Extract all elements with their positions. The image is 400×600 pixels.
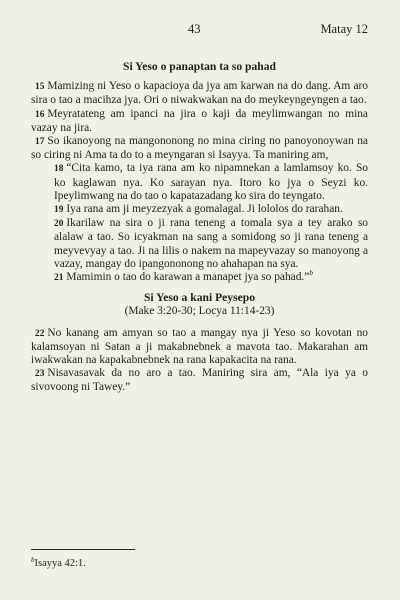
- section-heading: Si Yeso o panaptan ta so pahad: [123, 60, 276, 73]
- footnote-divider: [31, 549, 135, 550]
- cross-reference: (Make 3:20-30; Locya 11:14-23): [124, 305, 275, 318]
- verse-text: “Cita kamo, ta iya rana am ko nipamnekan a lamlamsoy ko. So ko kaglawan nya. Ko sarayan nya. Itoro ko jya o Seyzi ko. Ipeylimwang na do tao o kapatazadang ko sira do teyngato.: [54, 162, 368, 202]
- verse: [31, 80, 368, 107]
- footnote: [31, 556, 86, 569]
- verse: [31, 108, 368, 135]
- verse-number: 15: [35, 82, 45, 93]
- verse-number: 18: [54, 164, 64, 175]
- footnote-text: Isayya 42:1.: [34, 558, 86, 569]
- footnote-marker[interactable]: b: [309, 268, 314, 278]
- verse-number: 19: [54, 205, 64, 216]
- footnote-mark: b: [31, 556, 35, 564]
- quotation-block: [31, 162, 368, 285]
- verse-number: 20: [54, 219, 64, 230]
- verse-text: Iya rana am ji meyzezyak a gomalagal. Ji lololos do rarahan.: [66, 203, 343, 216]
- verse-text: So ikanoyong na mangononong no mina ciring no panoyonoywan na so ciring ni Ama ta do to a meyngaran si Isayya. Ta maniring am,: [31, 135, 368, 162]
- verse: [31, 367, 368, 394]
- verse-text: No kanang am amyan so tao a mangay nya ji Yeso so kovotan no kalamsoyan ni Satan a ji makabnebnek a mavota tao. Makarahan am iwakwakan na kapakabnebnek na rana kapakacita na rana.: [31, 326, 368, 367]
- running-head: Matay 12: [320, 22, 368, 36]
- verse-number: 17: [35, 137, 45, 148]
- verse-text: Nisavasavak da no aro a tao. Maniring sira am, “Ala iya ya o sivovoong ni Tawey.”: [31, 367, 368, 394]
- verse: [31, 327, 368, 368]
- page-header: [31, 22, 368, 38]
- verse: [31, 135, 368, 162]
- verse-number: 23: [35, 369, 45, 380]
- verse-text: Meyratateng am ipanci na jira o kaji da meylimwangan no mina vazay na jira.: [31, 107, 368, 134]
- verse-number: 21: [54, 273, 64, 284]
- verse: [54, 268, 368, 285]
- verse: [54, 162, 368, 203]
- verse-number: 22: [35, 328, 45, 339]
- verse: [54, 203, 368, 217]
- verse: [54, 217, 368, 271]
- page-body: [31, 60, 368, 395]
- verse-text: Ikarilaw na sira o ji rana teneng a tomala sya a tey arako so alalaw a tao. So icyakman na sang a somidong so ji rana teneng a meyvevyay a tao. Ji na lilis o nakem na mapeyvazay so manoyong a vazay, mangay do ipangononong no ahahapan na sya.: [54, 217, 368, 270]
- verse-text: Mamimin o tao do karawan a manapet jya so pahad.”: [66, 271, 310, 284]
- verse-text: Mamizing ni Yeso o kapacioya da jya am karwan na do dang. Am aro sira o tao a macihza jya. Ori o niwakwakan na do meykeyngeyngen a tao.: [31, 80, 368, 107]
- section-heading: Si Yeso a kani Peysepo: [143, 291, 255, 305]
- page-number: 43: [188, 22, 201, 36]
- verse-number: 16: [35, 109, 45, 120]
